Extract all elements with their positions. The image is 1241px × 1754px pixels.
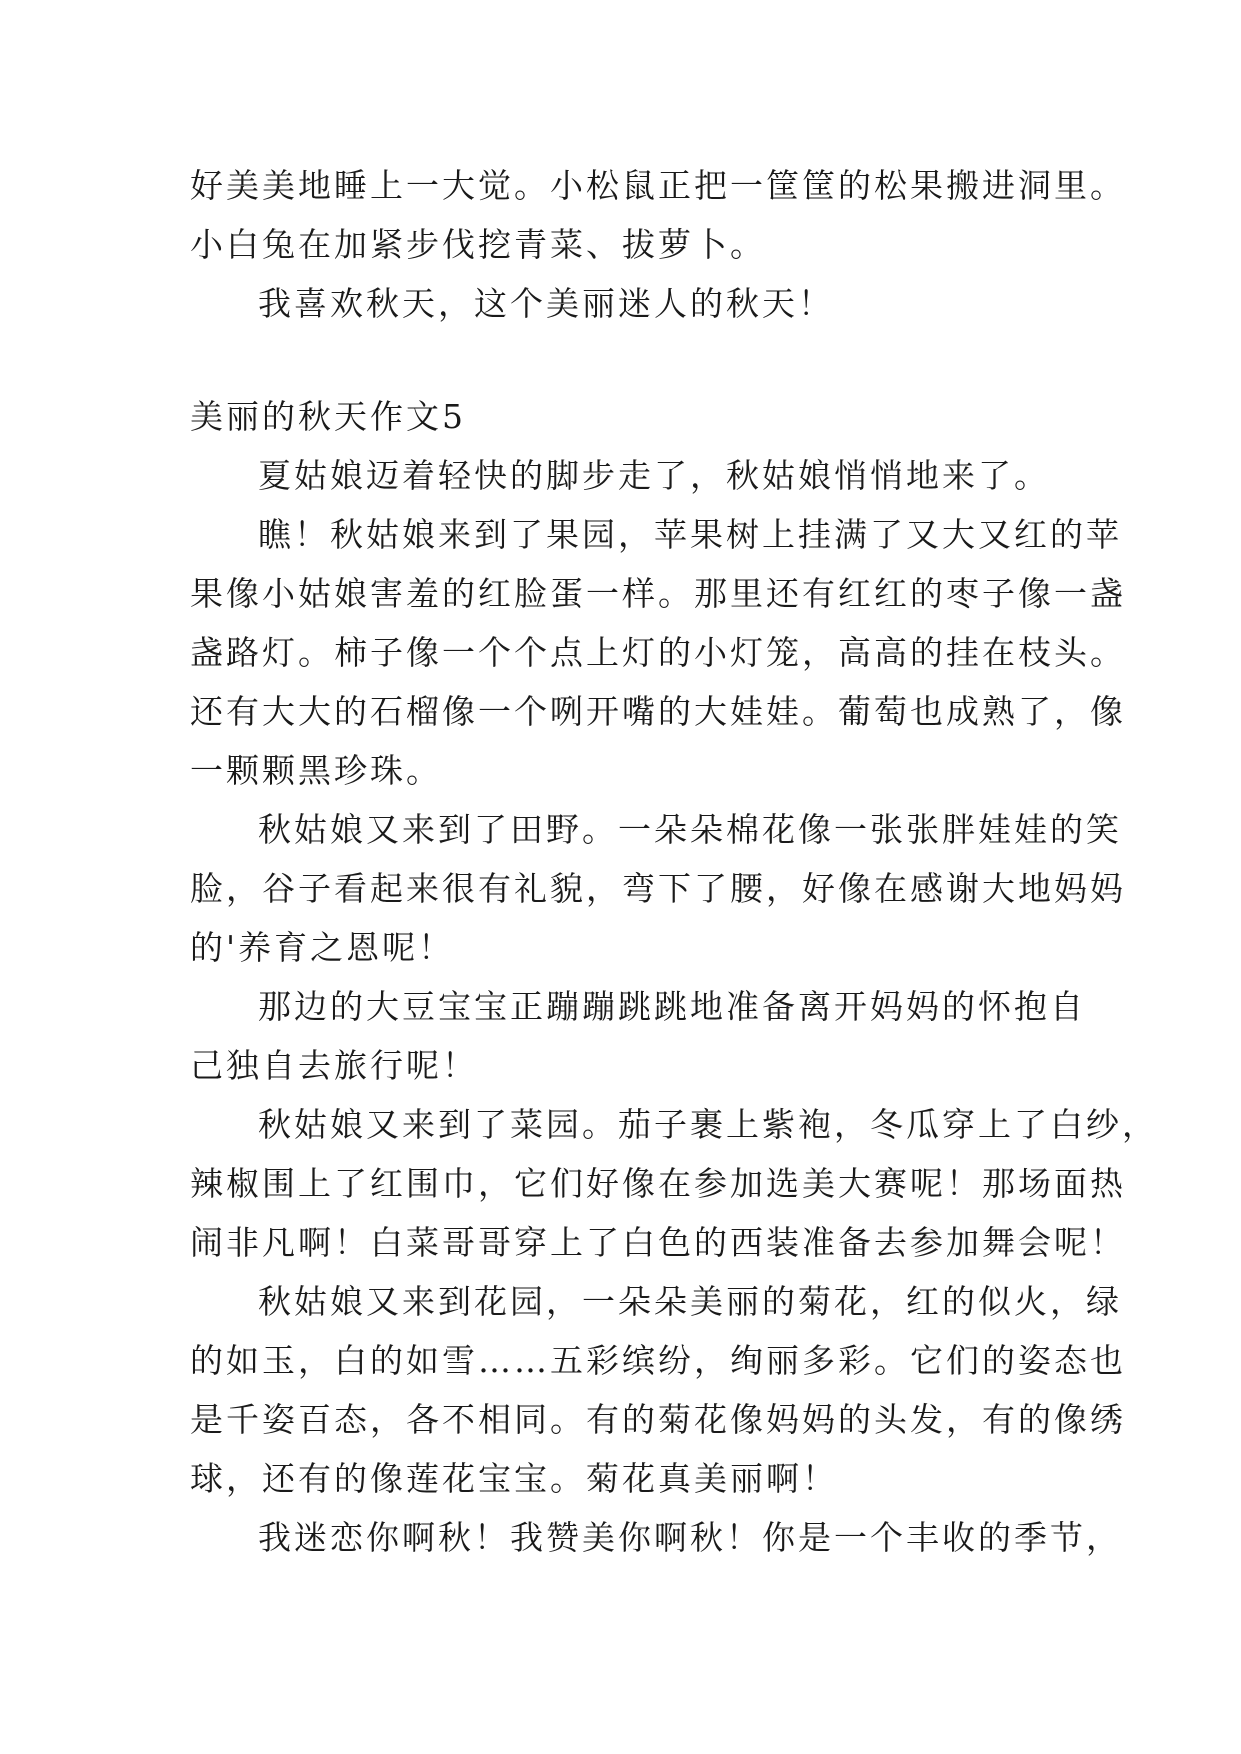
- body-text-line: 闹非凡啊！白菜哥哥穿上了白色的西装准备去参加舞会呢！: [190, 1223, 1126, 1262]
- body-text-line: 好美美地睡上一大觉。小松鼠正把一筐筐的松果搬进洞里。: [190, 166, 1126, 205]
- body-text-line: 小白兔在加紧步伐挖青菜、拔萝卜。: [190, 225, 766, 264]
- body-text-line: 果像小姑娘害羞的红脸蛋一样。那里还有红红的枣子像一盏: [190, 574, 1126, 613]
- body-text-line: 是千姿百态，各不相同。有的菊花像妈妈的头发，有的像绣: [190, 1400, 1126, 1439]
- body-text-line: 辣椒围上了红围巾，它们好像在参加选美大赛呢！那场面热: [190, 1164, 1126, 1203]
- body-text-line: 己独自去旅行呢！: [190, 1046, 478, 1085]
- body-text-line: 秋姑娘又来到了田野。一朵朵棉花像一张张胖娃娃的笑: [258, 810, 1122, 849]
- body-text-line: 夏姑娘迈着轻快的脚步走了，秋姑娘悄悄地来了。: [258, 456, 1050, 495]
- section-heading: 美丽的秋天作文5: [190, 397, 466, 436]
- body-text-line: 球，还有的像莲花宝宝。菊花真美丽啊！: [190, 1459, 838, 1498]
- body-text-line: 那边的大豆宝宝正蹦蹦跳跳地准备离开妈妈的怀抱自: [258, 987, 1086, 1026]
- body-text-line: 还有大大的石榴像一个咧开嘴的大娃娃。葡萄也成熟了，像: [190, 692, 1126, 731]
- body-text-line: 我迷恋你啊秋！我赞美你啊秋！你是一个丰收的季节，: [258, 1518, 1122, 1557]
- body-text-line: 秋姑娘又来到了菜园。茄子裹上紫袍，冬瓜穿上了白纱，: [258, 1105, 1158, 1144]
- body-text-line: 我喜欢秋天，这个美丽迷人的秋天！: [258, 284, 834, 323]
- body-text-line: 瞧！秋姑娘来到了果园，苹果树上挂满了又大又红的苹: [258, 515, 1122, 554]
- body-text-line: 脸，谷子看起来很有礼貌，弯下了腰，好像在感谢大地妈妈: [190, 869, 1126, 908]
- body-text-line: 的'养育之恩呢！: [190, 928, 455, 967]
- body-text-line: 的如玉，白的如雪……五彩缤纷，绚丽多彩。它们的姿态也: [190, 1341, 1126, 1380]
- body-text-line: 秋姑娘又来到花园，一朵朵美丽的菊花，红的似火，绿: [258, 1282, 1122, 1321]
- body-text-line: 一颗颗黑珍珠。: [190, 751, 442, 790]
- body-text-line: 盏路灯。柿子像一个个点上灯的小灯笼，高高的挂在枝头。: [190, 633, 1126, 672]
